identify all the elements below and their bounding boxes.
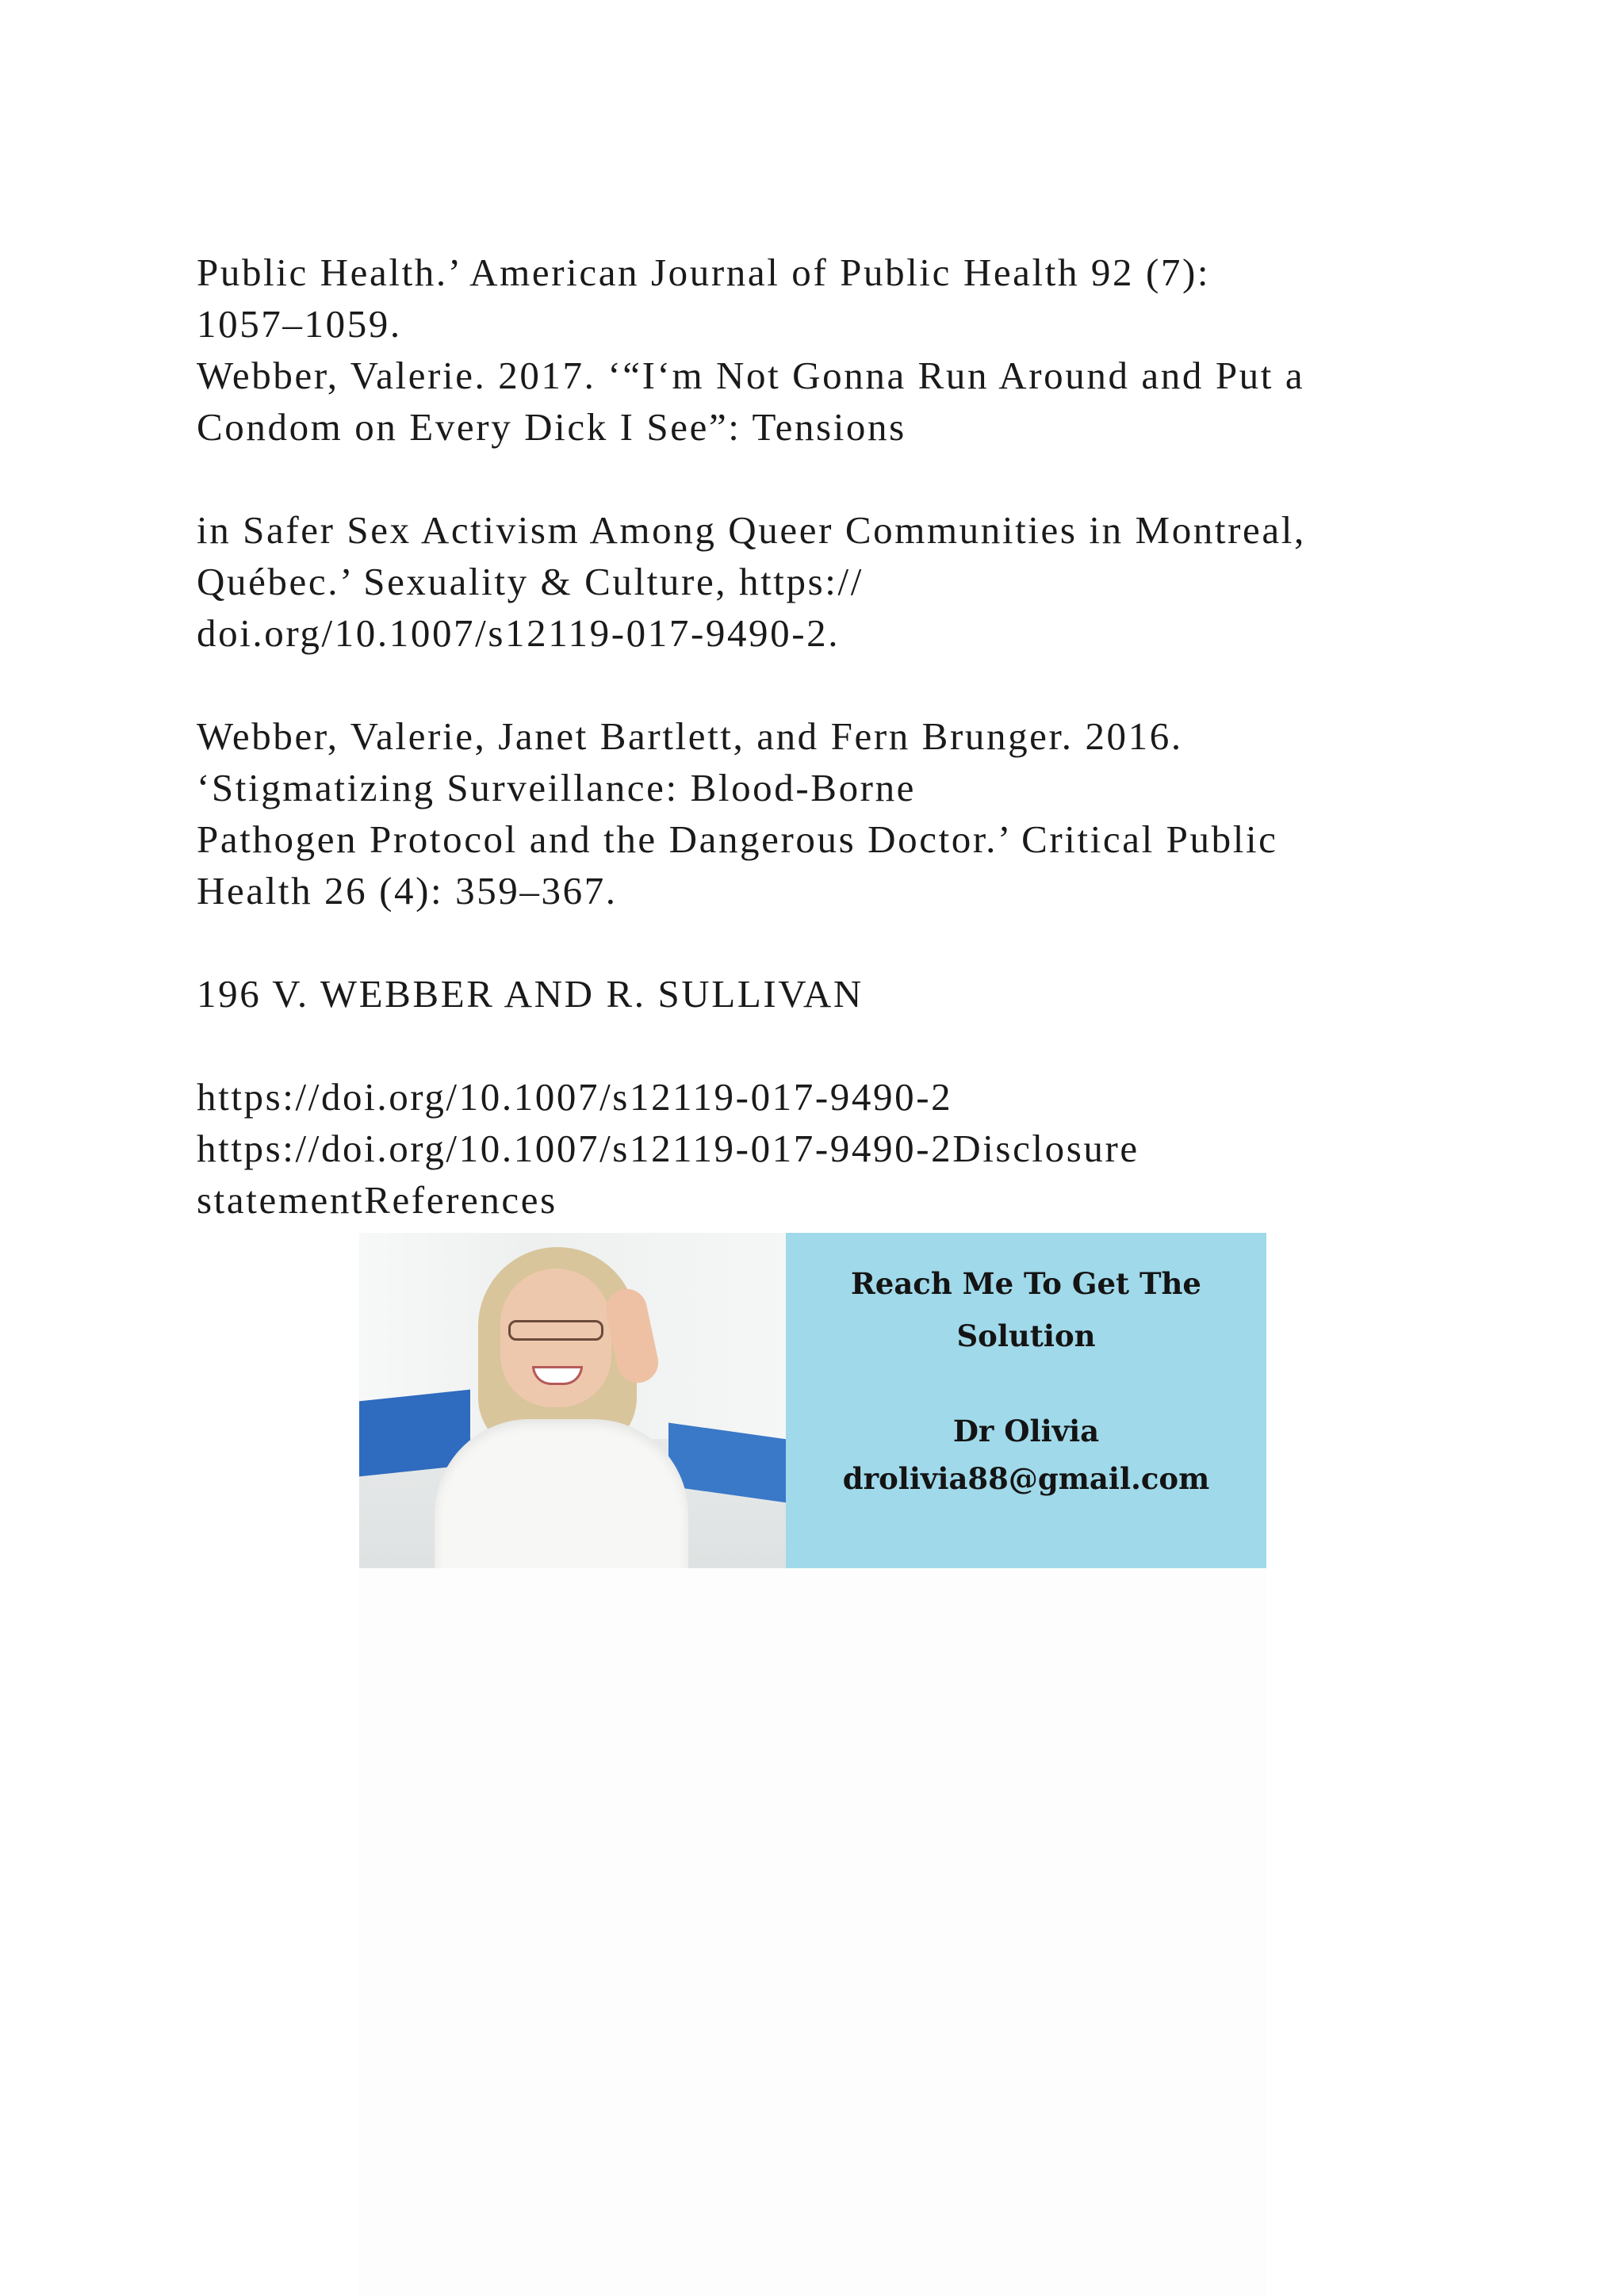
running-footer: 196 V. WEBBER AND R. SULLIVAN (197, 972, 864, 1016)
doi-link[interactable]: https://doi.org/10.1007/s12119-017-9490-2 (197, 1075, 953, 1119)
text-line: doi.org/10.1007/s12119-017-9490-2. (197, 611, 841, 655)
text-line: 1057–1059. (197, 302, 402, 346)
ad-headline: Solution (956, 1318, 1096, 1353)
blank-line (197, 659, 1481, 710)
blank-line (197, 453, 1481, 504)
text-line: Québec.’ Sexuality & Culture, https:// (197, 560, 864, 603)
woman-photo (359, 1233, 786, 1568)
doi-link[interactable]: https://doi.org/10.1007/s12119-017-9490-2Disclosure (197, 1127, 1139, 1170)
ad-contact-name: Dr Olivia (952, 1414, 1100, 1448)
glasses (508, 1320, 603, 1341)
blank-line (197, 1020, 1481, 1071)
text-line: in Safer Sex Activism Among Queer Communities in Montreal, (197, 508, 1306, 552)
text-line: Public Health.’ American Journal of Public Health 92 (7): (197, 251, 1211, 294)
ad-contact-email[interactable]: drolivia88@gmail.com (842, 1461, 1210, 1496)
advertisement-banner[interactable] (359, 1233, 1266, 1568)
text-line: Condom on Every Dick I See”: Tensions (197, 405, 906, 449)
text-line: Health 26 (4): 359–367. (197, 869, 618, 913)
text-line: statementReferences (197, 1178, 557, 1222)
text-line: Webber, Valerie. 2017. ‘“I‘m Not Gonna Run Around and Put a (197, 354, 1305, 397)
shirt (435, 1419, 688, 1568)
blank-panel (359, 1568, 1266, 2296)
blank-line (197, 916, 1481, 968)
references-text (197, 247, 1481, 1226)
ad-contact-panel (786, 1233, 1266, 1568)
text-line: Pathogen Protocol and the Dangerous Doctor.’ Critical Public (197, 817, 1278, 861)
text-line: Webber, Valerie, Janet Bartlett, and Fern Brunger. 2016. (197, 714, 1183, 758)
ad-headline: Reach Me To Get The (851, 1266, 1201, 1301)
text-line: ‘Stigmatizing Surveillance: Blood-Borne (197, 766, 917, 809)
